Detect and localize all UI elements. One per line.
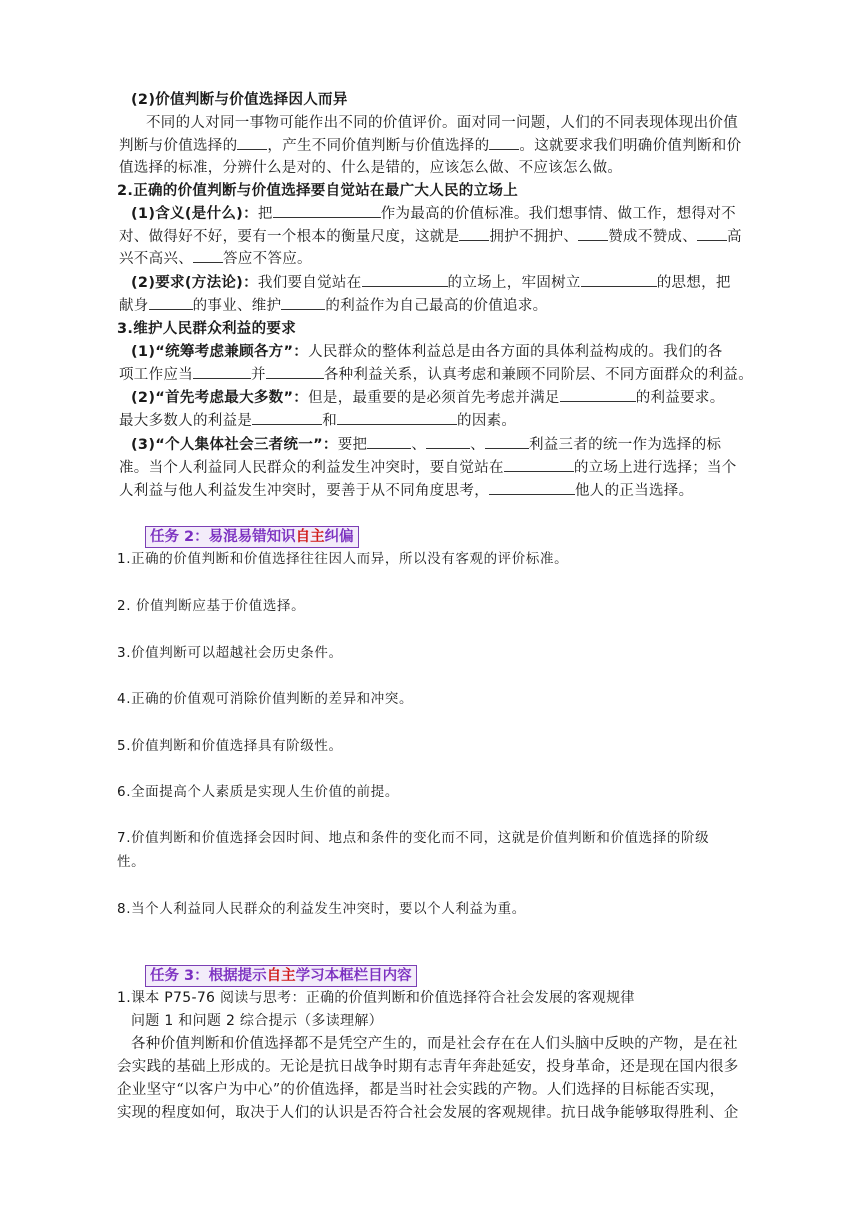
fill-blank[interactable] — [504, 457, 574, 472]
text: 人民群众的整体利益总是由各方面的具体利益构成的。我们的各 — [308, 344, 723, 360]
text: 、 — [411, 437, 427, 453]
text: 人利益与他人利益发生冲突时，要善于从不同角度思考， — [119, 483, 489, 499]
text: 的因素。 — [457, 413, 517, 429]
fill-blank[interactable] — [560, 387, 636, 402]
paragraph-line — [131, 272, 731, 294]
fill-blank[interactable] — [697, 226, 727, 241]
task-label: 学习本框栏目内容 — [295, 968, 412, 984]
text: 判断与价值选择的 — [119, 138, 238, 154]
fill-blank[interactable] — [367, 434, 411, 449]
task-2-banner — [145, 526, 359, 548]
paragraph-line: 会实践的基础上形成的。无论是抗日战争时期有志青年奔赴延安，投身革命，还是现在国内很多 — [117, 1059, 739, 1075]
text: 他人的正当选择。 — [575, 483, 694, 499]
section-heading: 2.正确的价值判断与价值选择要自觉站在最广大人民的立场上 — [117, 183, 518, 199]
text: 兴不高兴、 — [119, 251, 193, 267]
task-3-banner — [145, 965, 417, 987]
text: 的事业、维护 — [192, 298, 282, 314]
quiz-item: 1.正确的价值判断和价值选择往往因人而异，所以没有客观的评价标准。 — [117, 551, 569, 567]
task-label-highlight: 自主 — [295, 529, 325, 545]
paragraph-line — [119, 364, 753, 386]
quiz-item: 5.价值判断和价值选择具有阶级性。 — [117, 738, 343, 754]
quiz-item: 8.当个人利益同人民群众的利益发生冲突时，要以个人利益为重。 — [117, 901, 526, 917]
text: 准。当个人利益同人民群众的利益发生冲突时，要自觉站在 — [119, 460, 504, 476]
text: 拥护不拥护、 — [489, 229, 579, 245]
text: 项工作应当 — [119, 367, 193, 383]
fill-blank[interactable] — [193, 364, 251, 379]
paragraph-line — [131, 387, 725, 409]
text: 的立场上进行选择；当个 — [573, 460, 737, 476]
text: 各种利益关系，认真考虑和兼顾不同阶层、不同方面群众的利益。 — [323, 367, 754, 383]
fill-blank[interactable] — [426, 434, 470, 449]
fill-blank[interactable] — [281, 295, 325, 310]
text: 并 — [251, 367, 266, 383]
text: 、 — [470, 437, 485, 453]
task-label: 任务 3：根据提示 — [150, 968, 267, 984]
text: 的思想，把 — [656, 275, 731, 291]
quiz-item: 3.价值判断可以超越社会历史条件。 — [117, 645, 343, 661]
text: 的立场上，牢固树立 — [447, 275, 581, 291]
task-label: 任务 2：易混易错知识 — [150, 529, 296, 545]
fill-blank[interactable] — [459, 226, 489, 241]
text: 把 — [257, 206, 273, 222]
subheading: (1)含义(是什么)： — [131, 206, 258, 222]
subheading: (3)“个人集体社会三者统一”： — [131, 437, 338, 453]
text: 利益三者的统一作为选择的标 — [528, 437, 722, 453]
paragraph-line — [131, 203, 736, 225]
text: 要把 — [337, 437, 368, 453]
paragraph-line: 值选择的标准，分辨什么是对的、什么是错的，应该怎么做、不应该怎么做。 — [119, 160, 623, 176]
fill-blank[interactable] — [489, 480, 575, 495]
fill-blank[interactable] — [578, 226, 608, 241]
quiz-item: 6.全面提高个人素质是实现人生价值的前提。 — [117, 784, 399, 800]
text: 作为最高的价值标准。我们想事情、做工作，想得对不 — [380, 206, 736, 222]
fill-blank[interactable] — [266, 364, 324, 379]
fill-blank[interactable] — [489, 135, 519, 150]
task-label: 纠偏 — [324, 529, 354, 545]
text: 献身 — [119, 298, 149, 314]
task-3-subheading: 问题 1 和问题 2 综合提示（多读理解） — [131, 1013, 383, 1029]
paragraph-line — [119, 135, 741, 157]
text: 的利益作为自己最高的价值追求。 — [325, 298, 548, 314]
paragraph-line: 企业坚守“以客户为中心”的价值选择，都是当时社会实践的产物。人们选择的目标能否实现， — [117, 1082, 725, 1098]
text: 最大多数人的利益是 — [119, 413, 253, 429]
paragraph-line: 不同的人对同一事物可能作出不同的价值评价。面对同一问题，人们的不同表现体现出价值 — [146, 115, 738, 131]
text: 答应不答应。 — [223, 251, 312, 267]
subheading: (2)要求(方法论)： — [131, 275, 258, 291]
text: 高 — [727, 229, 742, 245]
paragraph-line — [131, 434, 721, 456]
quiz-item-continuation: 性。 — [117, 854, 146, 870]
subheading: (1)“统筹考虑兼顾各方”： — [131, 344, 309, 360]
paragraph-line — [119, 480, 693, 502]
fill-blank[interactable] — [337, 410, 457, 425]
paragraph-line — [119, 295, 547, 317]
text: 赞成不赞成、 — [608, 229, 698, 245]
text: 和 — [322, 413, 338, 429]
text: 。这就要求我们明确价值判断和价 — [519, 138, 742, 154]
task-label-highlight: 自主 — [266, 968, 296, 984]
text: 但是，最重要的是必须首先考虑并满足 — [308, 390, 560, 406]
text: 的利益要求。 — [635, 390, 725, 406]
text: 我们要自觉站在 — [257, 275, 362, 291]
paragraph-line: 各种价值判断和价值选择都不是凭空产生的，而是社会存在在人们头脑中反映的产物，是在社 — [131, 1036, 738, 1052]
fill-blank[interactable] — [149, 295, 193, 310]
quiz-item: 2. 价值判断应基于价值选择。 — [117, 598, 306, 614]
fill-blank[interactable] — [362, 272, 448, 287]
fill-blank[interactable] — [581, 272, 657, 287]
text: ，产生不同价值判断与价值选择的 — [267, 138, 490, 154]
text: 对、做得好不好，要有一个根本的衡量尺度，这就是 — [119, 229, 460, 245]
section-heading: (2)价值判断与价值选择因人而异 — [131, 92, 348, 108]
quiz-item: 7.价值判断和价值选择会因时间、地点和条件的变化而不同，这就是价值判断和价值选择的阶级 — [117, 830, 710, 846]
paragraph-line — [119, 248, 312, 270]
fill-blank[interactable] — [252, 410, 322, 425]
paragraph-line — [131, 341, 723, 363]
subheading: (2)“首先考虑最大多数”： — [131, 390, 309, 406]
fill-blank[interactable] — [485, 434, 529, 449]
paragraph-line: 实现的程度如何，取决于人们的认识是否符合社会发展的客观规律。抗日战争能够取得胜利、企 — [117, 1105, 739, 1121]
fill-blank[interactable] — [237, 135, 267, 150]
paragraph-line — [119, 226, 742, 248]
fill-blank[interactable] — [193, 248, 223, 263]
paragraph-line — [119, 457, 737, 479]
quiz-item: 4.正确的价值观可消除价值判断的差异和冲突。 — [117, 691, 414, 707]
task-3-heading: 1.课本 P75-76 阅读与思考：正确的价值判断和价值选择符合社会发展的客观规律 — [117, 990, 635, 1006]
section-heading: 3.维护人民群众利益的要求 — [117, 321, 296, 337]
paragraph-line — [119, 410, 516, 432]
fill-blank[interactable] — [273, 203, 381, 218]
